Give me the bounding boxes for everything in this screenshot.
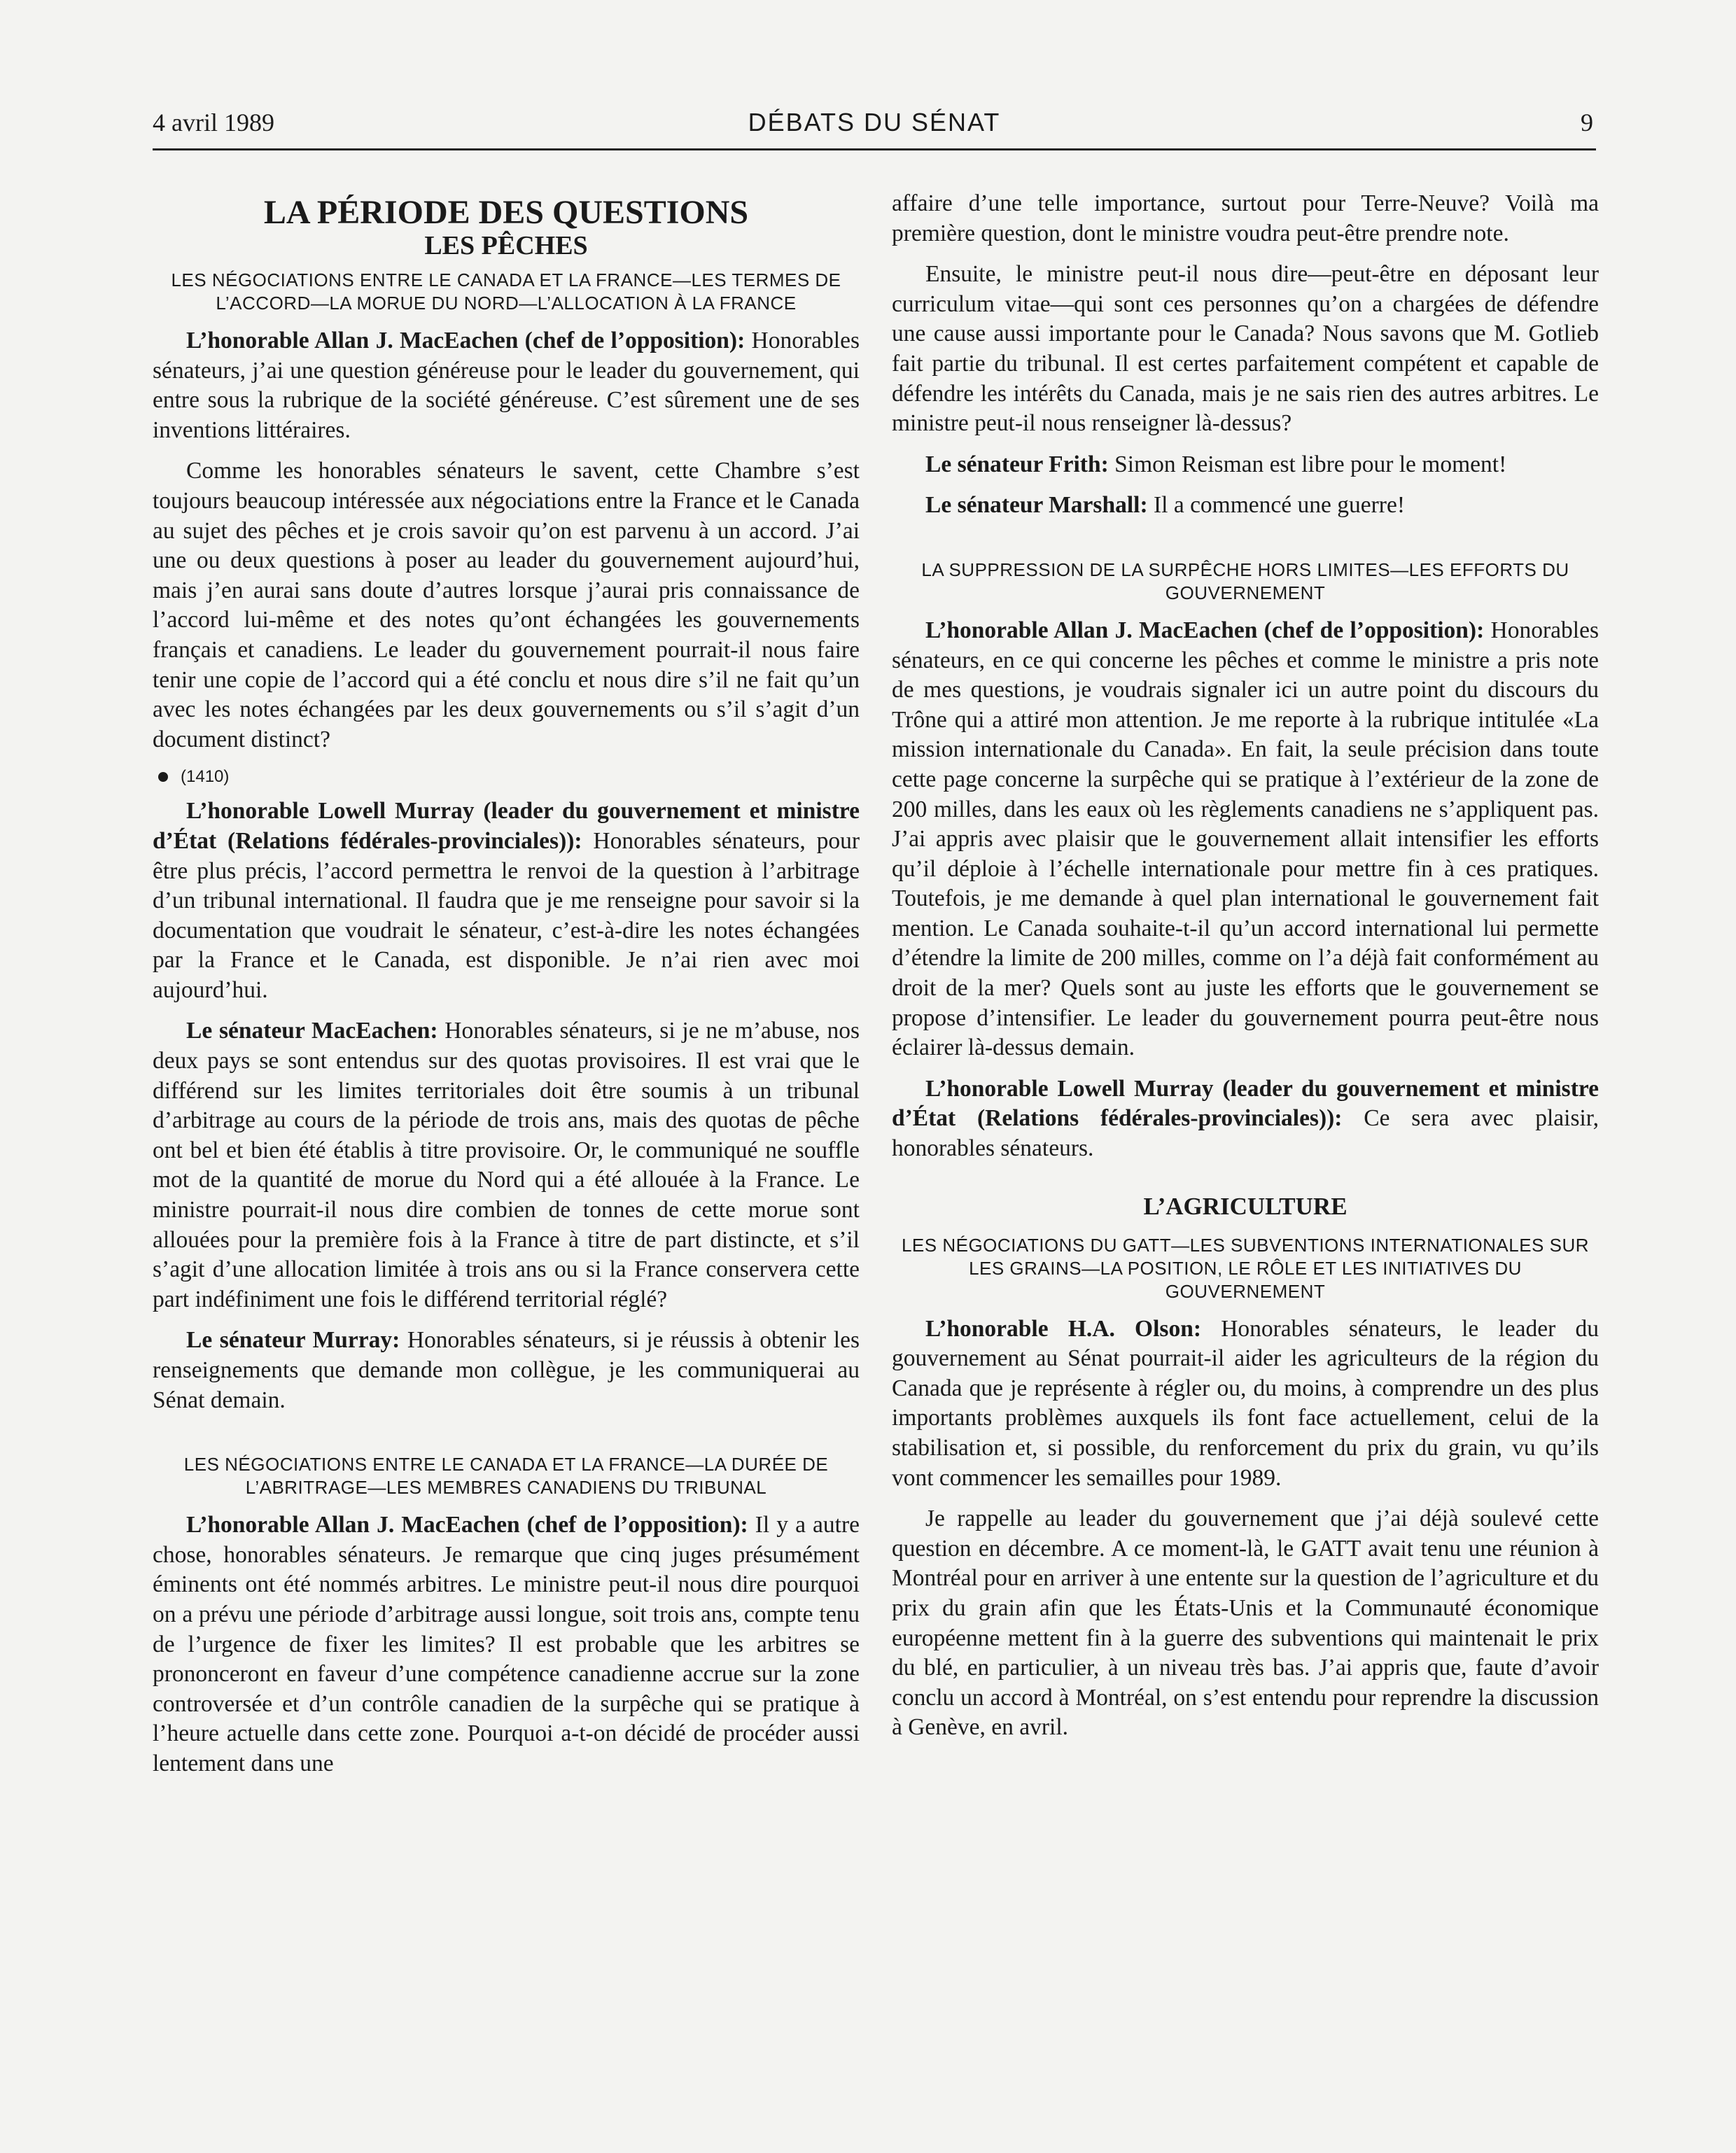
speech-text: Il a commencé une guerre! bbox=[1147, 492, 1405, 519]
paragraph bbox=[153, 326, 860, 445]
subheading-duree-arbitrage: LES NÉGOCIATIONS ENTRE LE CANADA ET LA FRANCE—LA DURÉE DE L’ABRITRAGE—LES MEMBRES CANADIENS DU TRIBUNAL bbox=[183, 1454, 829, 1499]
paragraph: affaire d’une telle importance, surtout pour Terre-Neuve? Voilà ma première question, dont le ministre voudra peut-être prendre note. bbox=[892, 190, 1599, 246]
speech-text: Simon Reisman est libre pour le moment! bbox=[1108, 451, 1507, 477]
paragraph bbox=[892, 491, 1599, 521]
subheading-surpeche: LA SUPPRESSION DE LA SURPÊCHE HORS LIMITES—LES EFFORTS DU GOUVERNEMENT bbox=[921, 559, 1569, 603]
left-column bbox=[153, 189, 860, 1790]
paragraph: Je rappelle au leader du gouvernement que j’ai déjà soulevé cette question en décembre. A ce moment-là, le GATT avait tenu une réunion à Montréal pour en arriver à une entente sur la question de l’agriculture et du prix du grain afin que les États-Unis et la Communauté économique européenne mettent fin à la guerre des subventions qui maintenait le prix du blé, en particulier, à un niveau très bas. J’ai appris que, faute d’avoir conclu un accord à Montréal, on s’est entendu pour reprendre la discussion à Genève, en avril. bbox=[892, 1506, 1599, 1741]
header-page-number: 9 bbox=[1581, 108, 1593, 136]
subheading-gatt: LES NÉGOCIATIONS DU GATT—LES SUBVENTIONS INTERNATIONALES SUR LES GRAINS—LA POSITION, LE RÔLE ET LES INITIATIVES DU GOUVERNEMENT bbox=[901, 1234, 1590, 1302]
speaker: L’honorable Allan J. MacEachen (chef de l’opposition): bbox=[186, 328, 746, 353]
paragraph bbox=[153, 1016, 860, 1314]
speaker: Le sénateur MacEachen: bbox=[186, 1018, 438, 1044]
speaker: L’honorable Allan J. MacEachen (chef de l’opposition): bbox=[186, 1512, 748, 1538]
speech-text: Ce sera avec plaisir, honorables sénateurs. bbox=[892, 1105, 1599, 1162]
speech-text: Honorables sénateurs, j’ai une question généreuse pour le leader du gouvernement, qui entre sous la rubrique de la société généreuse. C’est sûrement une de ses inventions littéraires. bbox=[153, 328, 860, 443]
speaker: Le sénateur Murray: bbox=[186, 1327, 400, 1354]
paragraph bbox=[892, 1074, 1599, 1164]
speaker: L’honorable H.A. Olson: bbox=[925, 1315, 1201, 1342]
speech-text: Honorables sénateurs, si je réussis à obtenir les renseignements que demande mon collègue, je les communiquerai au Sénat demain. bbox=[153, 1327, 860, 1413]
paragraph bbox=[892, 450, 1599, 480]
paragraph: Ensuite, le ministre peut-il nous dire—peut-être en déposant leur curriculum vitae—qui sont ces personnes qu’on a chargées de défendre une cause aussi importante pour le Canada? Nous savons que M. Gotlieb fait partie du tribunal. Il est certes parfaitement compétent et capable de défendre les intérêts du Canada, mais je ne sais rien des autres arbitres. Le ministre peut-il nous renseigner là-dessus? bbox=[892, 261, 1599, 437]
main-title: LA PÉRIODE DES QUESTIONS bbox=[263, 194, 749, 231]
speaker: L’honorable Lowell Murray (leader du gouvernement et ministre d’État (Relations fédérales-provinciales)): bbox=[153, 798, 860, 854]
header-title: DÉBATS DU SÉNAT bbox=[748, 108, 1001, 136]
speech-text: Honorables sénateurs, si je ne m’abuse, nos deux pays se sont entendus sur des quotas provisoires. Il est vrai que le différend sur les limites territoriales doit être soumis à un tribunal d’arbitrage au cours de la période de trois ans, mais des quotas de pêche ont bel et bien été établis à titre provisoire. Or, le communiqué ne souffle mot de la quantité de morue du Nord qui a été allouée à la France. Le ministre pourrait-il nous dire combien de tonnes de cette morue sont allouées pour la première fois à la France à titre de part distincte, et s’il s’agit d’une allocation limitée à trois ans ou si la France conservera cette part indéfiniment une fois le différend territorial réglé? bbox=[153, 1018, 860, 1312]
speech-text: Honorables sénateurs, en ce qui concerne les pêches et comme le ministre a pris note de mes questions, je voudrais signaler ici un autre point du discours du Trône qui a attiré mon attention. Je me reporte à la rubrique intitulée «La mission internationale du Canada». En fait, la seule précision dans toute cette page concerne la surpêche qui se pratique à l’extérieur de la zone de 200 milles, dans les eaux où les règlements canadiens ne s’appliquent pas. J’ai appris avec plaisir que le gouvernement allait intensifier les efforts qu’il déploie à l’échelle internationale pour mettre fin à ces pratiques. Toutefois, je me demande à quel plan international le gouvernement fait mention. Le Canada souhaite-t-il qu’un accord international lui permette d’étendre la limite de 200 milles, comme on l’a déjà fait conformément au droit de la mer? Quels sont au juste les efforts que le gouvernement se propose d’intensifier. Le leader du gouvernement pourra peut-être nous éclairer là-dessus demain. bbox=[892, 617, 1599, 1061]
header-date: 4 avril 1989 bbox=[153, 108, 274, 136]
speech-text: Honorables sénateurs, pour être plus précis, l’accord permettra le renvoi de la question à l’arbitrage d’un tribunal international. Il faudra que je me renseigne pour savoir si la documentation que voudrait le sénateur, c’est-à-dire les notes échangées par la France et le Canada, est disponible. Je n’ai rien avec moi aujourd’hui. bbox=[153, 827, 860, 1003]
speech-text: Il y a autre chose, honorables sénateurs. Je remarque que cinq juges présumément éminents ont été nommés arbitres. Le ministre peut-il nous dire pourquoi on a prévu une période d’arbitrage aussi longue, soit trois ans, compte tenu de l’urgence de fixer les limites? Il est probable que les arbitres se prononceront en faveur d’une compétence canadienne accrue sur la zone controversée et d’un contrôle canadien de la surpêche qui se pratique à l’heure actuelle dans cette zone. Pourquoi a-t-on décidé de procéder aussi lentement dans une bbox=[153, 1512, 860, 1776]
time-marker bbox=[153, 766, 860, 788]
speaker: L’honorable Allan J. MacEachen (chef de l’opposition): bbox=[925, 617, 1485, 643]
speech-text: Honorables sénateurs, le leader du gouvernement au Sénat pourrait-il aider les agriculteurs de la région du Canada que je représente à régler ou, du moins, à comprendre un des plus importants problèmes auxquels ils font face actuellement, celui de la stabilisation et, si possible, du renforcement du prix du grain, vu qu’ils vont commencer les semailles pour 1989. bbox=[892, 1315, 1599, 1491]
subheading-termes-accord: LES NÉGOCIATIONS ENTRE LE CANADA ET LA FRANCE—LES TERMES DE L’ACCORD—LA MORUE DU NORD—L’ALLOCATION À LA FRANCE bbox=[171, 269, 841, 314]
page-header bbox=[153, 104, 1596, 150]
paragraph bbox=[153, 1510, 860, 1779]
section-title-agriculture: L’AGRICULTURE bbox=[1143, 1192, 1348, 1220]
time-marker-text: (1410) bbox=[181, 767, 230, 787]
speaker: Le sénateur Frith: bbox=[925, 451, 1109, 477]
paragraph bbox=[892, 1314, 1599, 1494]
paragraph: Comme les honorables sénateurs le savent, cette Chambre s’est toujours beaucoup intéressée aux négociations entre la France et le Canada au sujet des pêches et je crois savoir qu’on est parvenu à un accord. J’ai une ou deux questions à poser au leader du gouvernement aujourd’hui, mais j’en aurai sans doute d’autres lorsque j’aurai pris connaissance de l’accord lui-même et des notes qu’ont échangées les gouvernements français et canadiens. Le leader du gouvernement pourrait-il nous faire tenir une copie de l’accord qui a été conclu et nous dire s’il ne fait qu’un avec les notes échangées par les deux gouvernements ou s’il s’agit d’un document distinct? bbox=[153, 458, 860, 752]
bullet-icon bbox=[158, 772, 168, 782]
paragraph bbox=[153, 797, 860, 1005]
section-title-peches: LES PÊCHES bbox=[424, 231, 588, 260]
paragraph bbox=[892, 616, 1599, 1063]
right-column bbox=[892, 189, 1599, 1754]
paragraph bbox=[153, 1326, 860, 1415]
speaker: Le sénateur Marshall: bbox=[925, 492, 1148, 519]
speaker: L’honorable Lowell Murray (leader du gouvernement et ministre d’État (Relations fédérales-provinciales)): bbox=[892, 1075, 1599, 1132]
